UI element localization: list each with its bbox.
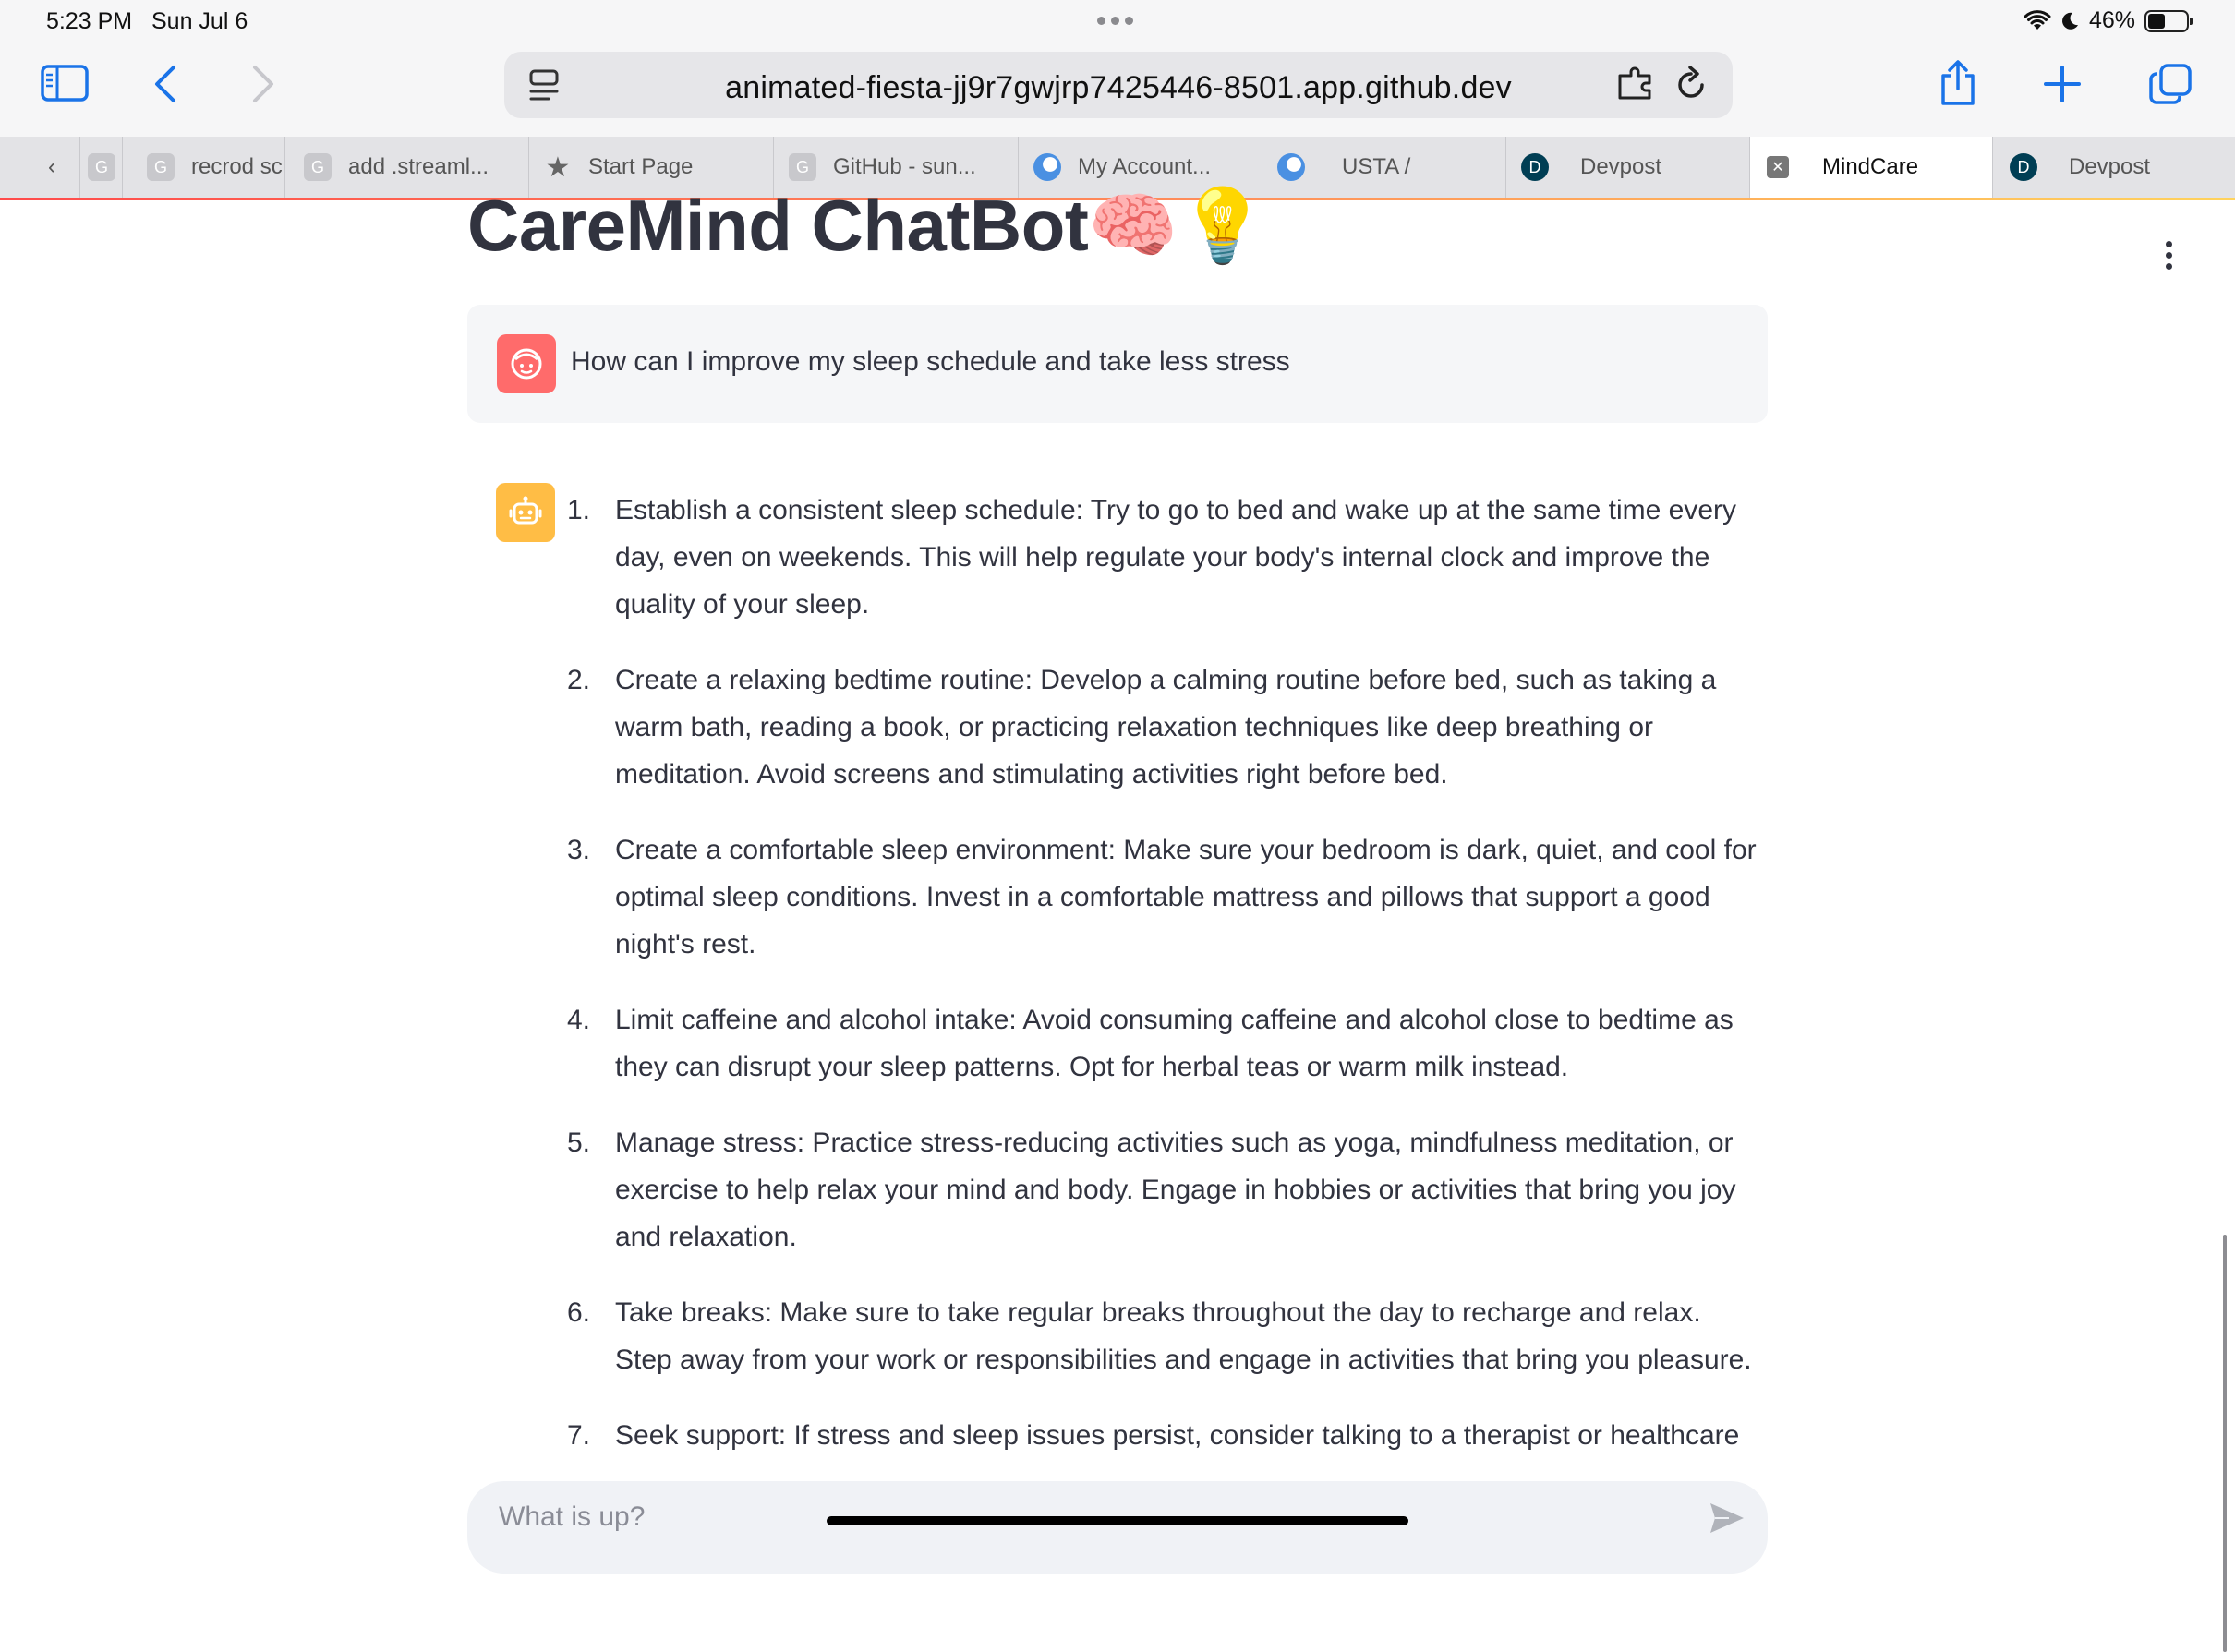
google-favicon-icon: G — [789, 153, 816, 181]
list-item: 5. Manage stress: Practice stress-reducing activities such as yoga, mindfulness meditation, or exercise to help relax your mind and body. Engage in hobbies or activities that bring you joy and relaxation. — [567, 1127, 1736, 1252]
tab-label: MindCare — [1822, 154, 1919, 179]
usta-favicon-icon — [1277, 153, 1305, 181]
send-icon[interactable] — [1709, 1501, 1746, 1539]
list-item-text: Create a relaxing bedtime routine: Develop a calming routine before bed, such as taking a warm bath, reading a book, or practicing relaxation techniques like deep breathing or meditation. Avoid screens and stimulating activities right before bed. — [615, 665, 1717, 790]
tab-usta[interactable] — [1262, 137, 1505, 198]
account-favicon-icon — [1033, 153, 1061, 181]
google-favicon-icon: G — [147, 153, 175, 181]
page-title: CareMind ChatBot🧠💡 — [467, 185, 1267, 266]
user-chat-message — [467, 305, 1768, 423]
chat-input-placeholder: What is up? — [499, 1501, 646, 1532]
status-date: Sun Jul 6 — [151, 8, 248, 34]
multitasking-dots-icon[interactable] — [1097, 17, 1133, 25]
star-icon: ★ — [545, 151, 571, 183]
battery-percent: 46% — [2088, 7, 2135, 33]
status-bar — [0, 0, 2235, 44]
robot-icon — [508, 495, 543, 530]
list-item: 2. Create a relaxing bedtime routine: Develop a calming routine before bed, such as taking a warm bath, reading a book, or practicing relaxation techniques like deep breathing or meditation. Avoid screens and stimulating activities right before bed. — [567, 665, 1717, 790]
list-item-text: Take breaks: Make sure to take regular breaks throughout the day to recharge and relax. Step away from your work or responsibilities and engage in activities that bring you pleasure. — [615, 1297, 1752, 1375]
reload-icon[interactable] — [1673, 65, 1709, 103]
list-item: 4. Limit caffeine and alcohol intake: Avoid consuming caffeine and alcohol close to bedtime as they can disrupt your sleep patterns. Opt for herbal teas or warm milk instead. — [567, 1005, 1734, 1082]
assistant-chat-message — [560, 487, 1760, 1488]
tab-devpost-1[interactable] — [1505, 137, 1749, 198]
main-menu-icon[interactable] — [2166, 241, 2172, 270]
address-bar[interactable] — [504, 52, 1733, 118]
list-item-text: Seek support: If stress and sleep issues persist, consider talking to a therapist or healthcare — [615, 1420, 1740, 1451]
chat-input[interactable] — [467, 1481, 1768, 1574]
wifi-icon — [2024, 11, 2050, 31]
tab-label: Devpost — [2069, 154, 2151, 179]
list-item: 6. Take breaks: Make sure to take regular breaks throughout the day to recharge and relax. Step away from your work or responsibilities and engage in activities that bring you pleasure. — [567, 1297, 1752, 1375]
tab-mindcare[interactable] — [1749, 137, 1992, 198]
forward-icon[interactable] — [249, 65, 277, 103]
google-favicon-icon: G — [88, 153, 115, 181]
user-message-text: How can I improve my sleep schedule and take less stress — [571, 346, 1290, 377]
tab-label: My Account... — [1078, 154, 1212, 179]
back-icon[interactable] — [151, 65, 179, 103]
share-icon[interactable] — [1938, 59, 1978, 107]
tab-collapsed[interactable] — [79, 137, 122, 198]
page-scrollbar[interactable] — [2223, 1235, 2227, 1652]
list-item-text: Create a comfortable sleep environment: Make sure your bedroom is dark, quiet, and cool for optimal sleep conditions. Invest in a comfortable mattress and pillows that support a good night's rest. — [615, 835, 1757, 959]
tab-devpost-2[interactable] — [1992, 137, 2235, 198]
home-indicator[interactable] — [827, 1516, 1408, 1525]
list-item-text: Limit caffeine and alcohol intake: Avoid consuming caffeine and alcohol close to bedtime as they can disrupt your sleep patterns. Opt for herbal teas or warm milk instead. — [615, 1005, 1734, 1082]
tab-label: add .streaml... — [348, 154, 489, 179]
sidebar-toggle-icon[interactable] — [41, 65, 89, 102]
battery-icon — [2144, 10, 2189, 32]
status-indicators — [2024, 7, 2189, 34]
assistant-avatar — [496, 483, 555, 542]
list-item: 7. Seek support: If stress and sleep issues persist, consider talking to a therapist or healthcare — [567, 1420, 1740, 1451]
url-text: animated-fiesta-jj9r7gwjrp7425446-8501.app.github.dev — [725, 70, 1512, 105]
new-tab-icon[interactable] — [2043, 65, 2082, 103]
tab-recrod[interactable] — [122, 137, 284, 198]
close-tab-icon[interactable]: ✕ — [1767, 156, 1789, 178]
status-time: 5:23 PM — [46, 8, 133, 34]
extensions-icon[interactable] — [1616, 66, 1657, 103]
tab-label: recrod sc — [191, 154, 283, 179]
tab-label: Start Page — [588, 154, 694, 179]
tab-overview-icon[interactable] — [2148, 63, 2193, 105]
browser-toolbar — [0, 44, 2235, 137]
tab-label: Devpost — [1580, 154, 1662, 179]
google-favicon-icon: G — [304, 153, 332, 181]
user-avatar — [497, 334, 556, 393]
tab-overflow[interactable]: ‹ — [48, 154, 55, 179]
list-item-text: Manage stress: Practice stress-reducing activities such as yoga, mindfulness meditation, or exercise to help relax your mind and body. Engage in hobbies or activities that bring you joy and relaxation. — [615, 1127, 1736, 1252]
devpost-favicon-icon: D — [2010, 153, 2037, 181]
app-page — [0, 185, 2235, 1540]
tab-label: GitHub - sun... — [833, 154, 976, 179]
list-item-text: Establish a consistent sleep schedule: Try to go to bed and wake up at the same time every day, even on weekends. This will help regulate your body's internal clock and improve the quality of your sleep. — [615, 495, 1737, 620]
list-item: 1. Establish a consistent sleep schedule: Try to go to bed and wake up at the same time every day, even on weekends. This will help regulate your body's internal clock and improve the quality of your sleep. — [567, 495, 1737, 620]
list-item: 3. Create a comfortable sleep environment: Make sure your bedroom is dark, quiet, and cool for optimal sleep conditions. Invest in a comfortable mattress and pillows that support a good night's rest. — [567, 835, 1757, 959]
user-face-icon — [509, 346, 544, 381]
devpost-favicon-icon: D — [1521, 153, 1549, 181]
tab-label: USTA / — [1342, 154, 1411, 179]
moon-icon — [2060, 11, 2080, 31]
